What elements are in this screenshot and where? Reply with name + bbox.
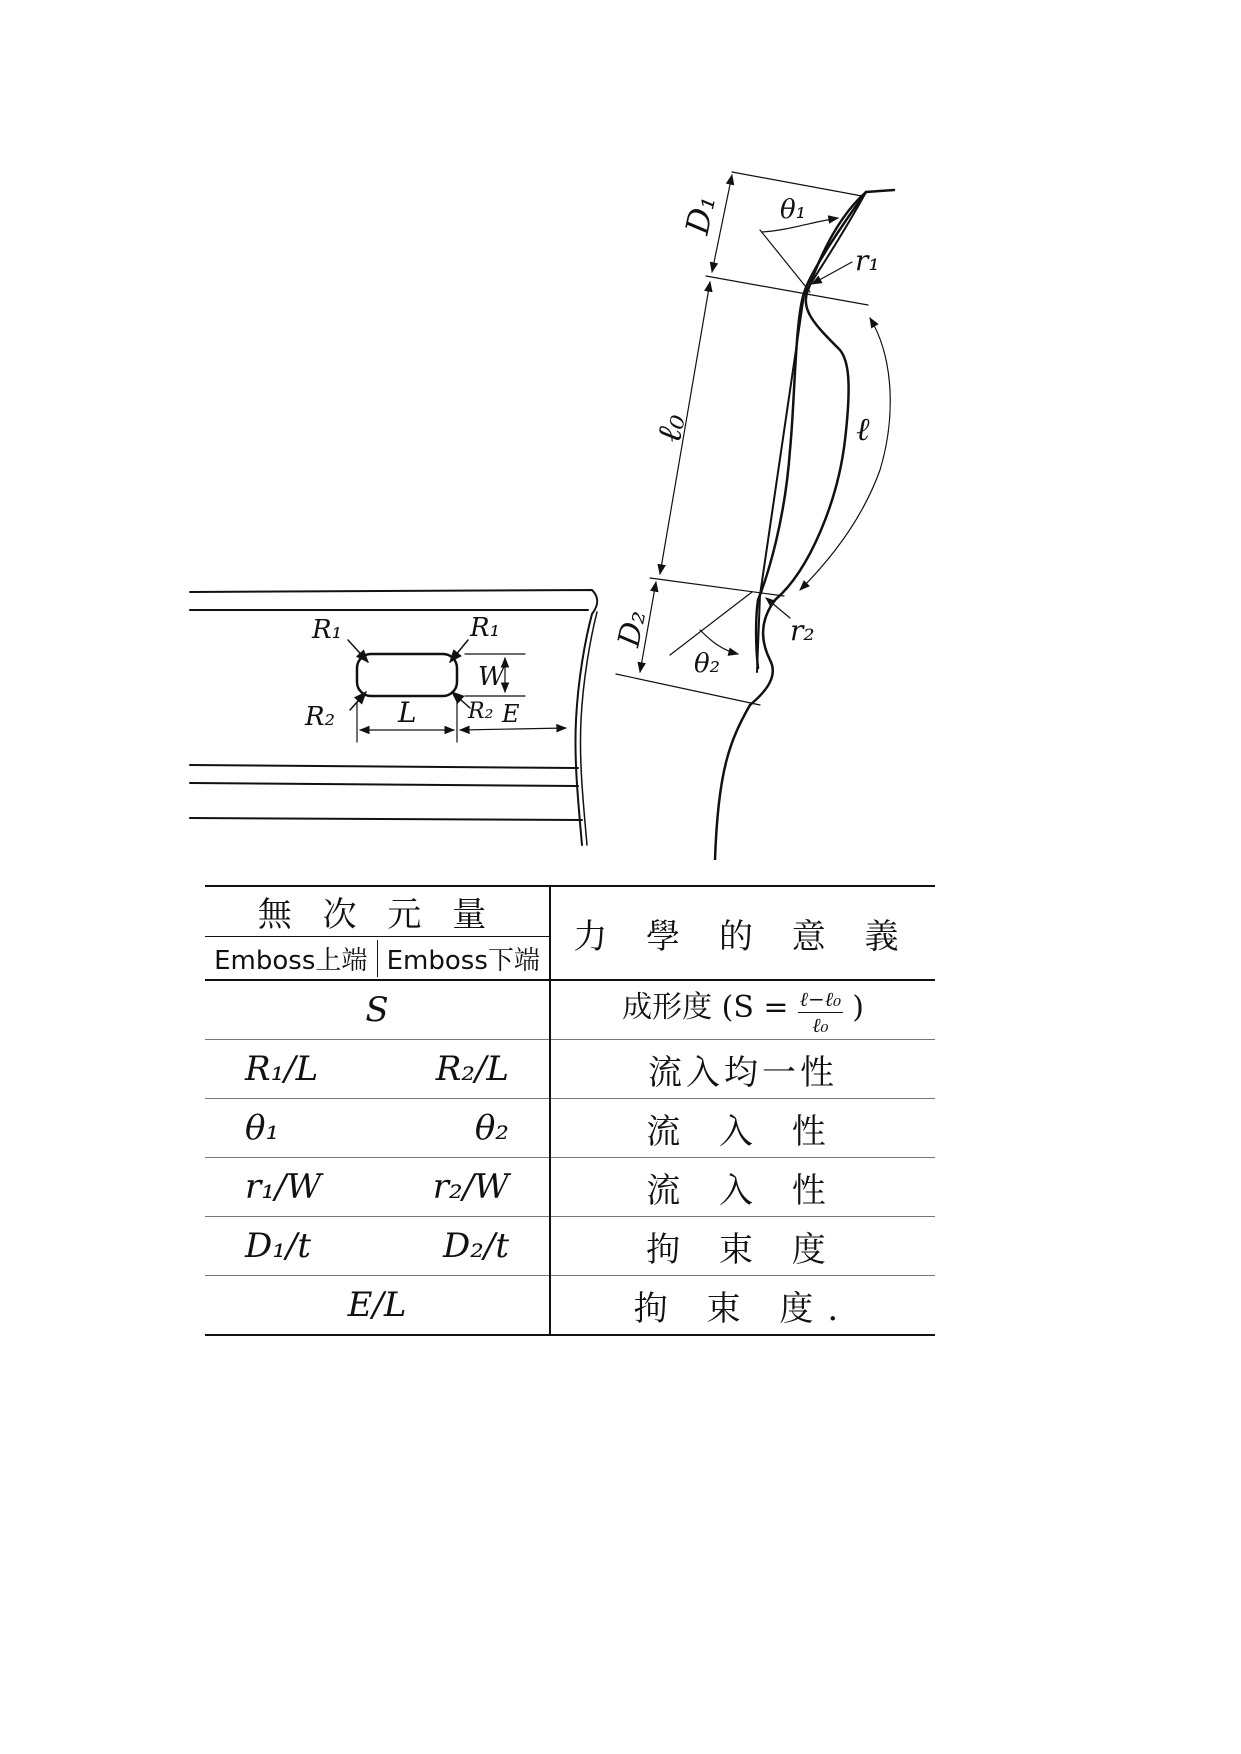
label-E: E (502, 700, 520, 728)
label-r1: r₁ (855, 244, 880, 277)
param-S: S (365, 990, 389, 1030)
param-E-over-L: E/L (347, 1285, 407, 1325)
param-R2-over-L: R₂/L (435, 1049, 509, 1089)
table-row (205, 1276, 935, 1336)
header-emboss-upper-end: Emboss上端 (205, 940, 378, 977)
param-r1-over-W: r₁/W (245, 1167, 322, 1207)
label-R2-left: R₂ (305, 702, 335, 732)
meaning-inflow-uniformity: 流入均一性 (648, 1052, 838, 1093)
section-view (611, 172, 894, 860)
header-emboss-lower-end: Emboss下端 (386, 945, 540, 976)
formula-numerator: ℓ−ℓ₀ (799, 987, 842, 1011)
meaning-inflow-2: 流 入 性 (646, 1170, 840, 1211)
param-D2-over-t: D₂/t (442, 1226, 509, 1266)
table-row (205, 1099, 935, 1158)
label-R1-left: R₁ (312, 615, 342, 645)
dimensionless-parameter-table (205, 885, 935, 1336)
table-row (205, 1158, 935, 1217)
label-D2: D₂ (611, 607, 654, 650)
label-R2-right: R₂ (468, 699, 494, 724)
header-dimensionless-quantity: 無 次 元 量 (257, 895, 497, 935)
meaning-restraint-2: 拘 束 度. (633, 1288, 853, 1329)
table-row (205, 1040, 935, 1099)
emboss-shape (357, 654, 457, 696)
label-D1: D₁ (677, 191, 724, 238)
param-theta1: θ₁ (245, 1108, 280, 1148)
label-l: ℓ (856, 410, 870, 448)
table-row (205, 980, 935, 1040)
plan-lower-edge (190, 765, 578, 768)
meaning-forming-degree: 成形度 (S = (622, 990, 789, 1025)
meaning-restraint: 拘 束 度 (646, 1229, 840, 1270)
emboss-dimension-drawing (0, 0, 1241, 860)
formula-denominator: ℓ₀ (812, 1013, 829, 1037)
param-theta2: θ₂ (474, 1108, 509, 1148)
param-r2-over-W: r₂/W (432, 1167, 509, 1207)
label-l0: ℓ₀ (648, 410, 694, 446)
param-D1-over-t: D₁/t (245, 1226, 312, 1266)
label-L: L (398, 696, 417, 729)
label-theta2: θ₂ (694, 649, 721, 679)
table-row (205, 1217, 935, 1276)
header-mechanical-meaning: 力 學 的 意 義 (573, 916, 913, 957)
meaning-inflow: 流 入 性 (646, 1111, 840, 1152)
label-R1-right: R₁ (470, 613, 500, 643)
label-W: W (478, 662, 505, 692)
param-R1-over-L: R₁/L (245, 1049, 319, 1089)
formula-close-paren: ) (852, 990, 864, 1025)
label-r2: r₂ (790, 614, 815, 647)
label-theta1: θ₁ (780, 195, 807, 225)
plan-view (190, 590, 597, 845)
